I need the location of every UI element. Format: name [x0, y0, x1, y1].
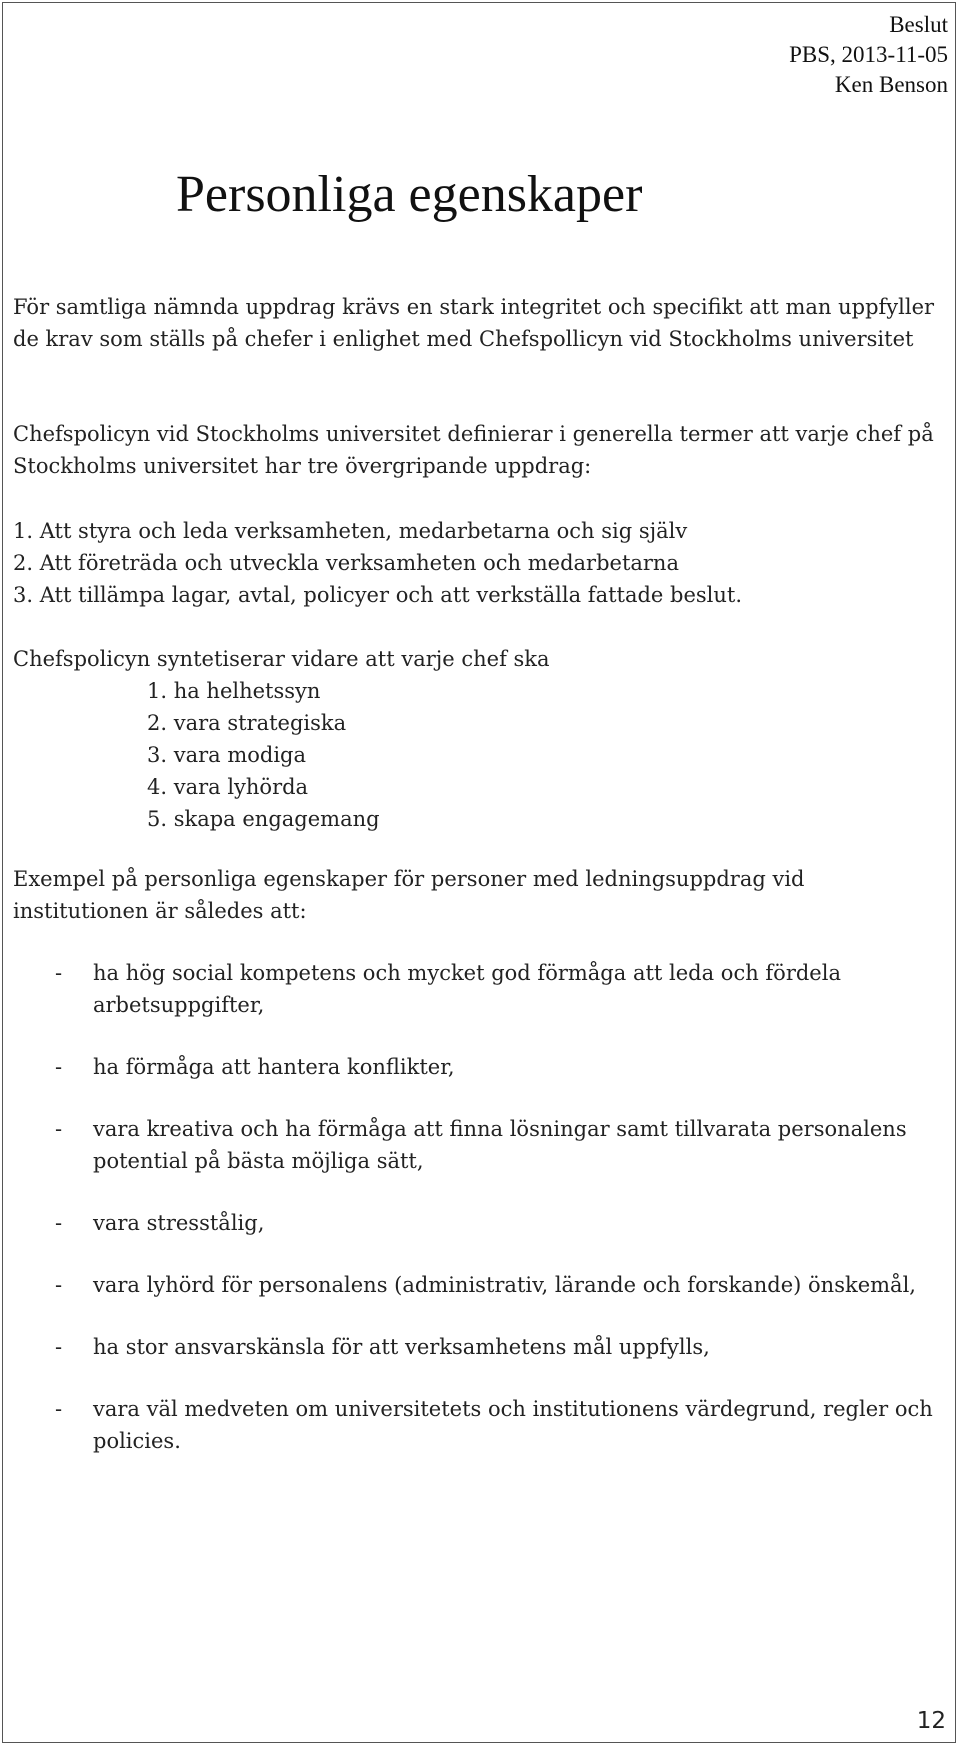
- document-header: [789, 10, 948, 100]
- bullet-dash: -: [55, 1335, 63, 1359]
- task-item: 2. Att företräda och utveckla verksamheten och medarbetarna: [13, 551, 679, 575]
- synth-item: 1. ha helhetssyn: [147, 679, 321, 703]
- bullet-item: [0, 1331, 933, 1363]
- bullet-text: ha hög social kompetens och mycket god förmåga att leda och fördela arbetsuppgifter,: [93, 961, 841, 1017]
- synth-paragraph: Chefspolicyn syntetiserar vidare att varje chef ska: [13, 647, 550, 671]
- bullet-text: ha förmåga att hantera konflikter,: [93, 1055, 455, 1079]
- task-list: [13, 515, 943, 611]
- page-title: Personliga egenskaper: [176, 166, 643, 223]
- header-decision: Beslut: [889, 12, 948, 37]
- bullet-dash: -: [55, 961, 63, 985]
- task-item: 3. Att tillämpa lagar, avtal, policyer och att verkställa fattade beslut.: [13, 583, 743, 607]
- bullet-item: [0, 1113, 933, 1177]
- bullet-item: [0, 1269, 933, 1301]
- synth-item: 3. vara modiga: [147, 743, 307, 767]
- header-date: PBS, 2013-11-05: [789, 42, 948, 67]
- synth-item: 4. vara lyhörda: [147, 775, 309, 799]
- synth-item: 2. vara strategiska: [147, 711, 347, 735]
- synth-list: [147, 675, 380, 835]
- bullet-dash: -: [55, 1211, 63, 1235]
- bullet-dash: -: [55, 1397, 63, 1421]
- bullet-text: vara lyhörd för personalens (administrativ, lärande och forskande) önskemål,: [93, 1273, 916, 1297]
- quality-bullet-list: [0, 957, 960, 1487]
- bullet-item: [0, 1207, 933, 1239]
- page-number: 12: [916, 1708, 946, 1734]
- task-item: 1. Att styra och leda verksamheten, medarbetarna och sig själv: [13, 519, 688, 543]
- intro-paragraph: För samtliga nämnda uppdrag krävs en stark integritet och specifikt att man uppfyller de krav som ställs på chefer i enlighet med Chefspollicyn vid Stockholms universitet: [13, 295, 935, 351]
- bullet-text: vara väl medveten om universitetets och institutionens värdegrund, regler och policies.: [93, 1397, 933, 1453]
- example-paragraph: Exempel på personliga egenskaper för personer med ledningsuppdrag vid institutionen är således att:: [13, 867, 805, 923]
- bullet-dash: -: [55, 1273, 63, 1297]
- bullet-text: ha stor ansvarskänsla för att verksamhetens mål uppfylls,: [93, 1335, 710, 1359]
- synth-item: 5. skapa engagemang: [147, 807, 380, 831]
- bullet-item: [0, 1393, 933, 1457]
- bullet-text: vara stresstålig,: [93, 1211, 265, 1235]
- bullet-dash: -: [55, 1055, 63, 1079]
- header-author: Ken Benson: [834, 72, 948, 97]
- bullet-item: [0, 1051, 933, 1083]
- bullet-text: vara kreativa och ha förmåga att finna lösningar samt tillvarata personalens potential på bästa möjliga sätt,: [93, 1117, 907, 1173]
- bullet-item: [0, 957, 933, 1021]
- policy-paragraph: Chefspolicyn vid Stockholms universitet definierar i generella termer att varje chef på Stockholms universitet har tre övergripande uppdrag:: [13, 422, 934, 478]
- bullet-dash: -: [55, 1117, 63, 1141]
